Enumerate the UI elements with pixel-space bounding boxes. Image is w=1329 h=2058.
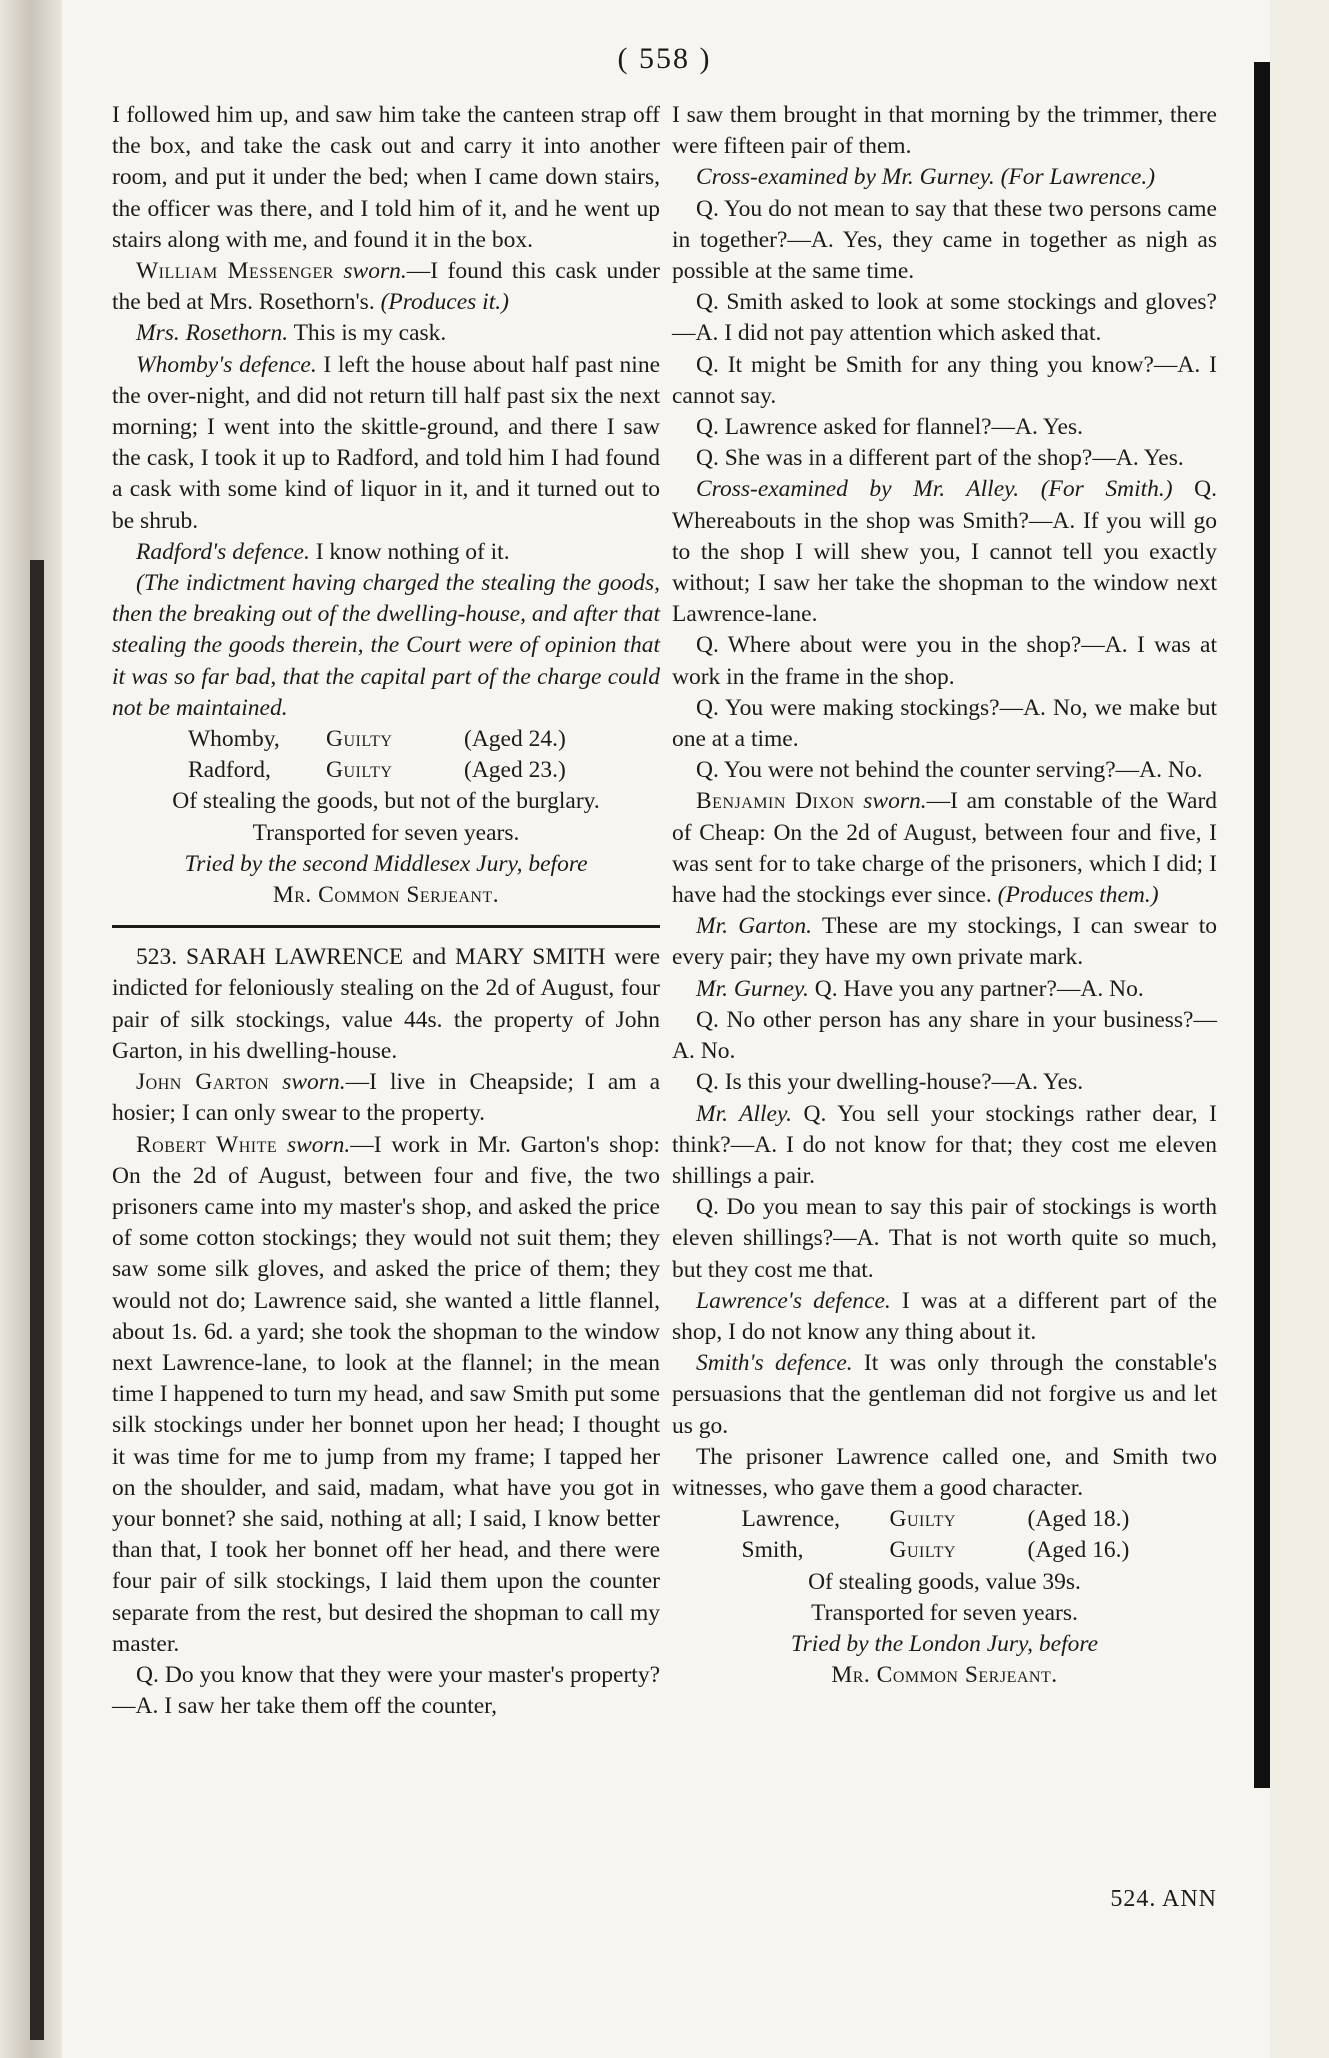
prisoner-age: (Aged 24.) [464,726,566,753]
jury-line: Tried by the London Jury, before [790,1630,1099,1657]
question-alley [672,1099,1217,1193]
sentence-detail: Of stealing the goods, but not of the burglary. [172,788,600,815]
sentence: Transported for seven years. [811,1599,1078,1626]
sworn-label: sworn. [282,1069,346,1096]
question: Q. You do not mean to say that these two persons came in together?—A. Yes, they came in together as nigh as possible at the same time. [672,195,1217,285]
sentence-detail: Of stealing goods, value 39s. [808,1568,1081,1595]
testimony-text: —I found this cask under the bed at Mrs. Rosethorn's. [112,258,660,316]
prisoner-name: Whomby, [188,726,280,753]
prisoner-age: (Aged 18.) [1027,1506,1130,1533]
speaker-name: Whomby's defence. [136,351,317,378]
prisoner-name: Lawrence, [741,1506,840,1533]
question: Q. Whereabouts in the shop was Smith?—A. If you will go to the shop I will shew you, I cannot tell you exactly without; I saw her take the shopman to the window next Lawrence-lane. [672,476,1217,628]
character-witnesses: The prisoner Lawrence called one, and Smith two witnesses, who gave them a good character. [672,1443,1217,1501]
witness-name: William Messenger [136,258,334,285]
prisoner-age: (Aged 16.) [1027,1537,1130,1564]
prisoner-name: Smith, [741,1537,804,1564]
court-note: (The indictment having charged the stealing the goods, then the breaking out of the dwelling-house, and after that stealing the goods therein, the Court were of opinion that it was so far bad, that the capital part of the charge could not be maintained. [112,570,660,721]
binding-shadow [30,560,44,2040]
testimony-text: These are my stockings, I can swear to every pair; they have my own private mark. [672,913,1218,971]
question: Q. You were making stockings?—A. No, we make but one at a time. [672,694,1217,753]
left-column [112,100,660,1722]
section-divider [112,925,660,928]
witness-name: Benjamin Dixon [696,788,855,815]
stage-note: (Produces it.) [380,289,509,316]
testimony-rosethorn [112,318,660,349]
judge-line: Mr. Common Serjeant. [831,1662,1058,1689]
speaker-name: Lawrence's defence. [696,1287,891,1314]
question: Q. She was in a different part of the shop?—A. Yes. [696,445,1184,472]
speaker-name: Radford's defence. [136,538,310,565]
testimony-text: —I work in Mr. Garton's shop: On the 2d of August, between four and five, the two prisoners came into my master's shop, and asked the price of some cotton stockings; they would not suit them; they saw some silk gloves, and asked the price of them; they would not do; Lawrence said, she wanted a little flannel, about 1s. 6d. a yard; she took the shopman to the window next Lawrence-lane, to look at the flannel; in the mean time I happened to turn my head, and saw Smith put some silk stockings under her bonnet upon her head; I thought it was time for me to jump from my frame; I tapped her on the shoulder, and said, madam, what have you got in your bonnet? she said, nothing at all; I said, I know better than that, I took her bonnet off her head, and there were four pair of silk stockings, I laid them upon the counter separate from the rest, but desired the shopman to call my master. [112,1131,660,1657]
question: Q. You sell your stockings rather dear, I think?—A. I do not know for that; they cost me eleven shillings a pair. [672,1100,1218,1189]
question: Q. Smith asked to look at some stockings and gloves?—A. I did not pay attention which asked that. [672,289,1217,347]
jury-line: Tried by the second Middlesex Jury, before [184,850,588,877]
sworn-label: sworn. [863,788,927,815]
verdict-line [112,724,660,755]
testimony-white [112,1130,660,1660]
page-binding-edge [0,0,62,2058]
question: Q. Is this your dwelling-house?—A. Yes. [696,1069,1084,1096]
case-heading: 523. SARAH LAWRENCE and MARY SMITH were indicted for feloniously stealing on the 2d of August, four pair of silk stockings, value 44s. the property of John Garton, in his dwelling-house. [112,944,660,1064]
verdict-line [112,755,660,786]
prisoner-age: (Aged 23.) [464,757,566,784]
catchword: 524. ANN [1110,1886,1217,1912]
right-margin-bar [1254,62,1270,1788]
cross-exam-heading: Cross-examined by Mr. Alley. (For Smith.) [696,476,1173,503]
question: Q. Lawrence asked for flannel?—A. Yes. [696,414,1083,441]
defence-smith [672,1348,1217,1442]
question: Q. No other person has any share in your business?—A. No. [672,1006,1217,1065]
sentence: Transported for seven years. [252,819,520,846]
defence-text: It was only through the constable's persuasions that the gentleman did not forgive us and let us go. [672,1350,1218,1439]
testimony-text: —I am constable of the Ward of Cheap: On the 2d of August, between four and five, I was sent for to take charge of the prisoners, which I did; I have had the stockings ever since. [672,788,1218,909]
witness-name: John Garton [136,1069,270,1096]
sworn-label: sworn. [343,258,407,285]
testimony-text: This is my cask. [293,320,447,347]
page-number: ( 558 ) [617,42,712,75]
defence-lawrence [672,1286,1217,1348]
witness-name: Robert White [136,1131,278,1158]
question: Q. Do you know that they were your master's property?—A. I saw her take them off the counter, [112,1661,660,1720]
testimony-garton [672,911,1217,973]
cross-exam-alley [672,474,1217,630]
cross-exam-heading: Cross-examined by Mr. Gurney. (For Lawrence.) [696,164,1156,191]
speaker-name: Smith's defence. [696,1350,853,1377]
defence-text: I left the house about half past nine the over-night, and did not return till half past six the next morning; I went into the skittle-ground, and there I saw the cask, I took it up to Radford, and told him I had found a cask with some kind of liquor in it, and it turned out to be shrub. [112,351,661,534]
question: Q. You were not behind the counter serving?—A. No. [696,757,1203,784]
defence-whomby [112,350,660,537]
verdict: Guilty [889,1537,956,1564]
speaker-name: Mr. Alley. [696,1100,792,1127]
speaker-name: Mrs. Rosethorn. [136,320,289,347]
verdict: Guilty [326,726,393,753]
right-page-edge [1270,0,1329,2058]
stage-note: (Produces them.) [997,882,1159,909]
question: Q. Do you mean to say this pair of stockings is worth eleven shillings?—A. That is not worth quite so much, but they cost me that. [672,1194,1217,1283]
right-column [672,100,1217,1691]
defence-text: I know nothing of it. [315,538,510,565]
speaker-name: Mr. Gurney. [696,975,809,1002]
speaker-name: Mr. Garton. [696,913,813,940]
judge-line: Mr. Common Serjeant. [272,882,500,909]
verdict-line [672,1535,1217,1566]
verdict: Guilty [326,757,393,784]
sworn-label: sworn. [286,1131,351,1158]
testimony-text: —I live in Cheapside; I am a hosier; I can only swear to the property. [112,1069,661,1127]
paragraph: I followed him up, and saw him take the canteen strap off the box, and take the cask out and carry it into another room, and put it under the bed; when I came down stairs, the officer was there, and I told him of it, and he went up stairs along with me, and found it in the box. [112,102,660,253]
testimony-messenger [112,256,660,318]
verdict: Guilty [889,1506,956,1533]
paragraph: I saw them brought in that morning by the trimmer, there were fifteen pair of them. [672,102,1217,160]
defence-text: I was at a different part of the shop, I do not know any thing about it. [672,1287,1218,1345]
question: Q. It might be Smith for any thing you know?—A. I cannot say. [672,351,1217,409]
verdict-line [672,1504,1217,1535]
testimony-dixon [672,786,1217,911]
prisoner-name: Radford, [188,757,271,784]
question: Q. Where about were you in the shop?—A. I was at work in the frame in the shop. [672,632,1217,690]
defence-radford [112,537,660,568]
question-gurney [672,974,1217,1005]
question: Q. Have you any partner?—A. No. [814,975,1144,1002]
testimony-garton [112,1067,660,1129]
